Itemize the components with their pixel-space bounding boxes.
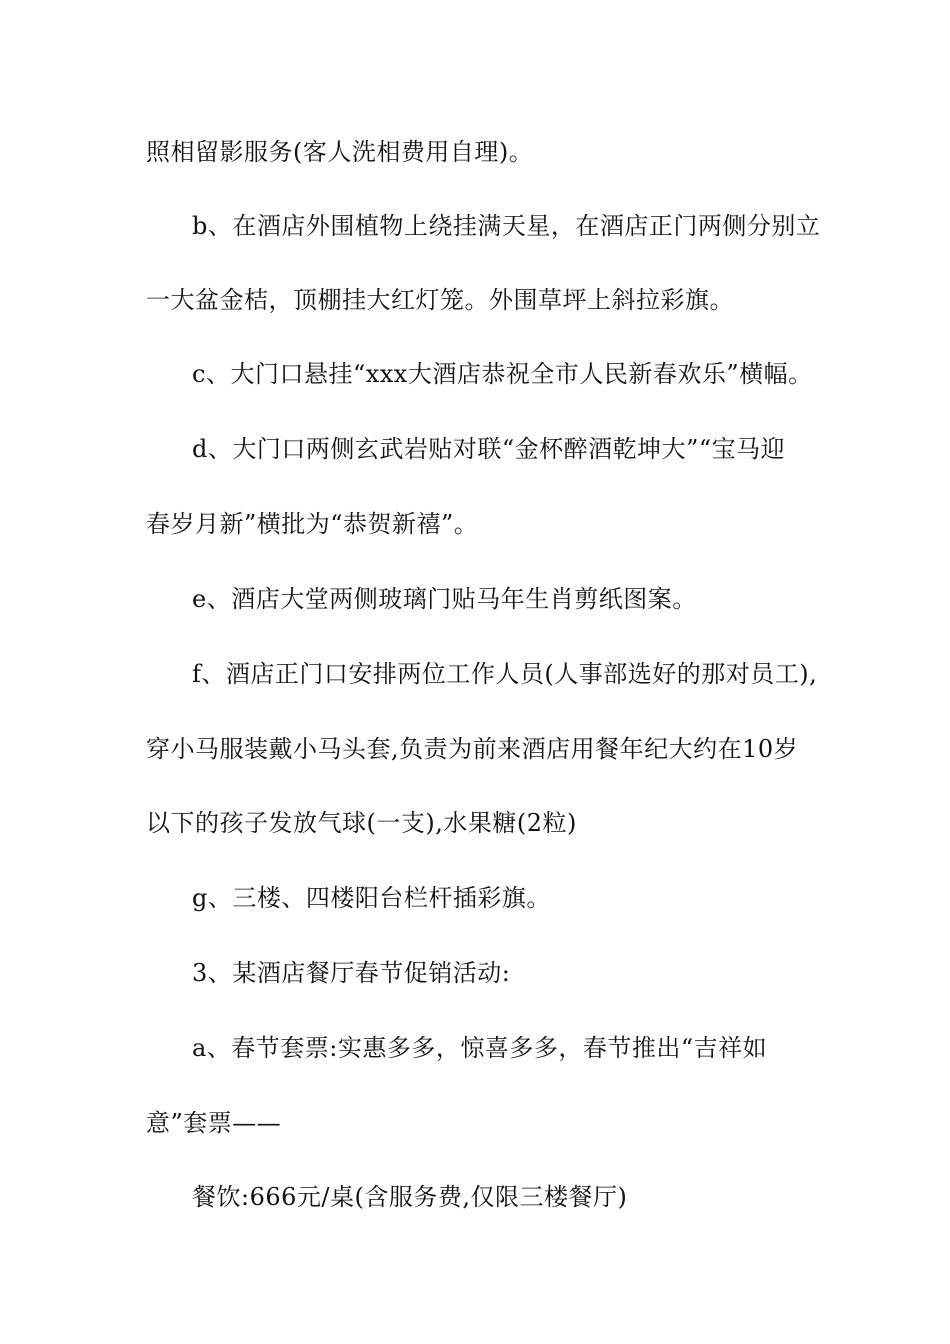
paragraph-line: 餐饮:666元/桌(含服务费,仅限三楼餐厅) (192, 1183, 628, 1211)
paragraph-line: a、春节套票:实惠多多，惊喜多多，春节推出“吉祥如 (192, 1034, 768, 1062)
paragraph-line: e、酒店大堂两侧玻璃门贴马年生肖剪纸图案。 (192, 585, 697, 613)
paragraph-line: 照相留影服务(客人洗相费用自理)。 (146, 138, 534, 166)
paragraph-line: g、三楼、四楼阳台栏杆插彩旗。 (192, 884, 551, 912)
paragraph-line: 意”套票—— (146, 1109, 282, 1137)
paragraph-line: 穿小马服装戴小马头套,负责为前来酒店用餐年纪大约在10岁 (146, 735, 799, 763)
paragraph-line: c、大门口悬挂“xxx大酒店恭祝全市人民新春欢乐”横幅。 (192, 360, 813, 388)
paragraph-line: 以下的孩子发放气球(一支),水果糖(2粒) (146, 809, 577, 837)
paragraph-line: 一大盆金桔，顶棚挂大红灯笼。外围草坪上斜拉彩旗。 (146, 286, 734, 314)
paragraph-line: 3、某酒店餐厅春节促销活动: (192, 959, 511, 987)
paragraph-line: b、在酒店外围植物上绕挂满天星，在酒店正门两侧分别立 (192, 212, 821, 240)
paragraph-line: f、酒店正门口安排两位工作人员(人事部选好的那对员工), (192, 660, 818, 688)
paragraph-line: d、大门口两侧玄武岩贴对联“金杯醉酒乾坤大”“宝马迎 (192, 435, 786, 463)
paragraph-line: 春岁月新”横批为“恭贺新禧”。 (146, 510, 479, 538)
